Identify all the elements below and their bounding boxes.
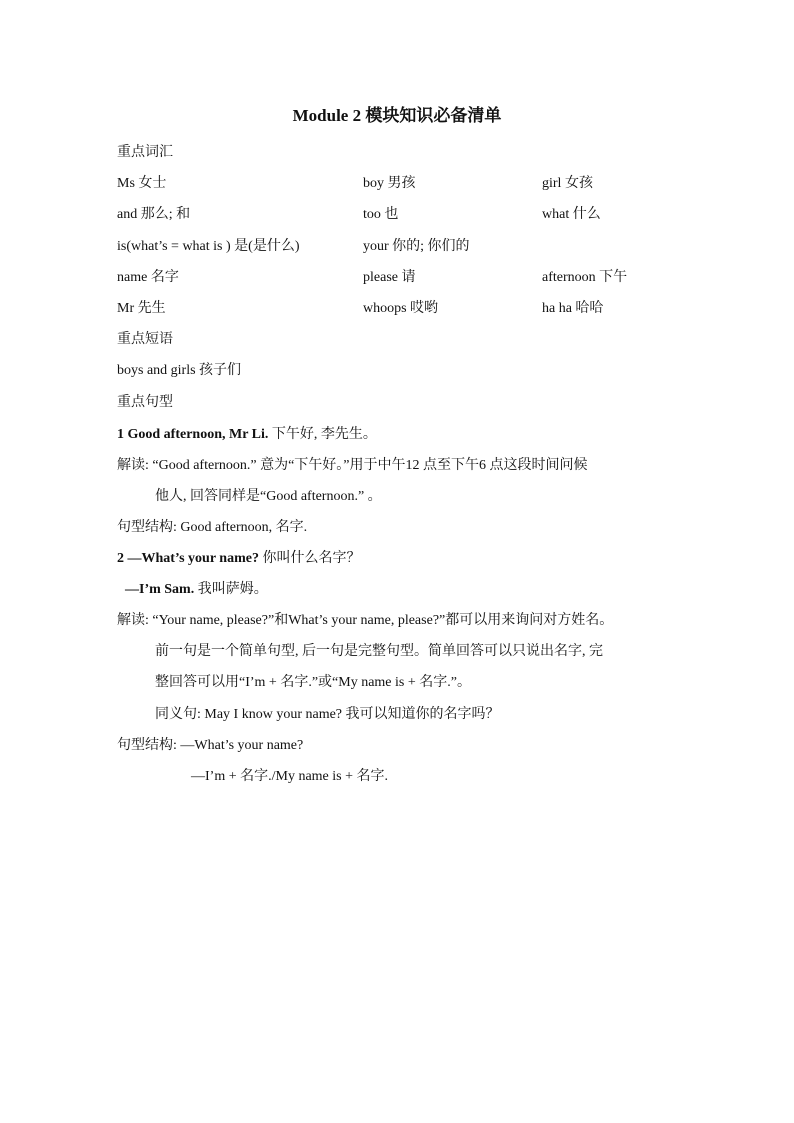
sentence-2-structure-cont: —I’m + 名字./My name is + 名字. bbox=[191, 769, 388, 784]
vocab-item: girl 女孩 bbox=[542, 176, 593, 191]
vocab-item: boy 男孩 bbox=[363, 176, 416, 191]
sentence-1 bbox=[117, 425, 377, 445]
vocab-item: too 也 bbox=[363, 207, 399, 222]
sentence-2-explanation: 解读: “Your name, please?”和What’s your name, please?”都可以用来询问对方姓名。 bbox=[117, 613, 614, 628]
vocab-heading: 重点词汇 bbox=[117, 145, 173, 160]
vocab-item: is(what’s = what is ) 是(是什么) bbox=[117, 239, 300, 254]
phrases-heading: 重点短语 bbox=[117, 332, 173, 347]
vocab-item: please 请 bbox=[363, 270, 416, 285]
vocab-item: ha ha 哈哈 bbox=[542, 301, 604, 316]
sentence-2-question-chinese: 你叫什么名字？ bbox=[258, 551, 361, 566]
sentence-2-synonym: 同义句: May I know your name? 我可以知道你的名字吗？ bbox=[155, 707, 500, 722]
sentence-1-english: 1 Good afternoon, Mr Li. bbox=[117, 427, 269, 442]
vocab-item: Ms 女士 bbox=[117, 176, 167, 191]
sentence-2-answer-english: —I’m Sam. bbox=[125, 582, 195, 597]
sentence-2-answer bbox=[125, 580, 268, 600]
sentence-1-explanation-cont: 他人, 回答同样是“Good afternoon.” 。 bbox=[155, 489, 382, 504]
sentence-2-explanation-cont: 前一句是一个简单句型, 后一句是完整句型。简单回答可以只说出名字, 完 bbox=[155, 644, 603, 659]
phrase-item: boys and girls 孩子们 bbox=[117, 363, 242, 378]
vocab-item: afternoon 下午 bbox=[542, 270, 628, 285]
sentences-heading: 重点句型 bbox=[117, 395, 173, 410]
vocab-item: your 你的; 你们的 bbox=[363, 239, 470, 254]
page-title: Module 2 模块知识必备清单 bbox=[292, 106, 502, 125]
sentence-2-answer-chinese: 我叫萨姆。 bbox=[194, 582, 268, 597]
sentence-1-explanation: 解读: “Good afternoon.” 意为“下午好。”用于中午12 点至下午6 点这段时间问候 bbox=[117, 458, 588, 473]
sentence-2-question-english: 2 —What’s your name? bbox=[117, 551, 259, 566]
vocab-item: whoops 哎哟 bbox=[363, 301, 439, 316]
sentence-2-structure: 句型结构: —What’s your name? bbox=[117, 738, 304, 753]
sentence-1-structure: 句型结构: Good afternoon, 名字. bbox=[117, 520, 308, 535]
vocab-item: and 那么; 和 bbox=[117, 207, 191, 222]
vocab-item: Mr 先生 bbox=[117, 301, 166, 316]
sentence-1-chinese: 下午好, 李先生。 bbox=[268, 427, 377, 442]
sentence-2-question bbox=[117, 549, 360, 569]
sentence-2-explanation-cont: 整回答可以用“I’m + 名字.”或“My name is + 名字.”。 bbox=[155, 675, 471, 690]
vocab-item: name 名字 bbox=[117, 270, 179, 285]
vocab-item: what 什么 bbox=[542, 207, 601, 222]
